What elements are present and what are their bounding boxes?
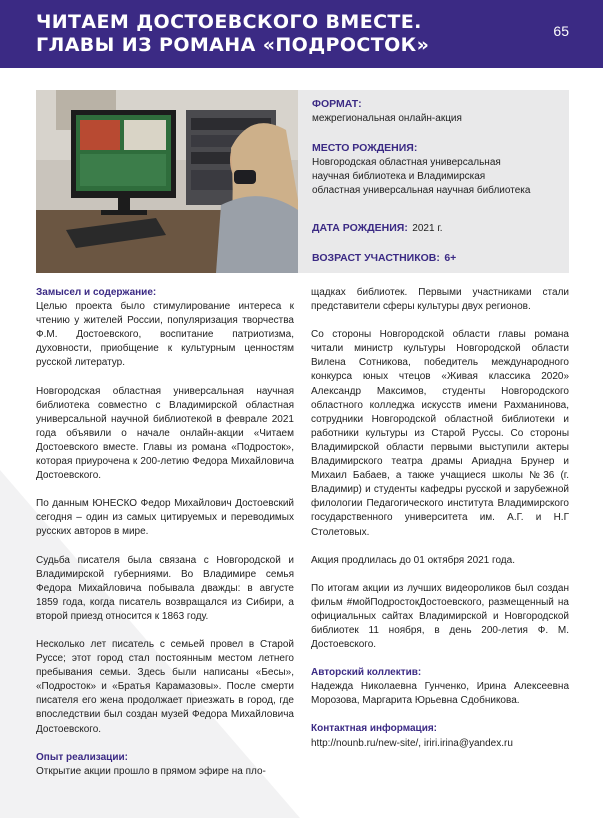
right-paragraph-1: щадках библиотек. Первыми участниками стали представители сферы культуры двух регионов. (311, 287, 569, 313)
left-column (36, 286, 294, 793)
age-label: ВОЗРАСТ УЧАСТНИКОВ: (312, 252, 440, 264)
left-paragraph-1: Целью проекта было стимулирование интереса к чтению у жителей России, популяризация творчества Ф.М. Достоевского, воспитание патриотизма, духовности, приобщение к культурным ценностям русской литератур. (36, 301, 294, 369)
left-paragraph-3: По данным ЮНЕСКО Федор Михайлович Достоевский сегодня – один из самых цитируемых и переводимых русских авторов в мире. (36, 498, 294, 538)
project-info-box (298, 90, 569, 273)
concept-heading: Замысел и содержание: (36, 287, 157, 298)
birthplace-line-2: научная библиотека и Владимирская (312, 171, 486, 182)
contacts-text: http://nounb.ru/new-site/, iriri.irina@yandex.ru (311, 737, 513, 749)
birthplace-line-1: Новгородская областная универсальная (312, 157, 501, 168)
birthdate-block (312, 218, 443, 236)
left-paragraph-2: Новгородская областная универсальная научная библиотека совместно с Владимирской областная универсальной научной библиотекой в феврале 2021 года объявили о начале онлайн-акции «Читаем Достоевского вместе. Главы из романа «Подросток», которая приурочена к 200-летию Федора Михайловича Достоевского. (36, 385, 294, 482)
page-title (36, 11, 506, 57)
page-header (0, 0, 603, 68)
right-paragraph-3: Акция продлилась до 01 октября 2021 года. (311, 554, 515, 566)
birthplace-block (312, 142, 530, 198)
birthplace-label: МЕСТО РОЖДЕНИЯ: (312, 142, 418, 154)
right-paragraph-4: По итогам акции из лучших видеороликов был создан фильм #мойПодростокДостоевского, размещенный на официальных сайтах Владимирской и Новгородской библиотек 11 ноября, в день 200-летия Ф. М. Достоевского. (311, 582, 569, 651)
left-paragraph-4: Судьба писателя была связана с Новгородской и Владимирской губерниями. Во Владимире семья Федора Михайловича побывала дважды: в августе 1859 года, когда писатель возвращался из Сибири, а второй приезд относится к 1863 году. (36, 554, 294, 622)
format-label: ФОРМАТ: (312, 98, 362, 110)
contacts-heading: Контактная информация: (311, 723, 438, 735)
birthdate-value: 2021 г. (412, 223, 443, 234)
birthdate-label: ДАТА РОЖДЕНИЯ: (312, 222, 408, 234)
left-paragraph-5: Несколько лет писатель с семьей провел в Старой Руссе; этот город стал постоянным местом летнего пребывания семьи. Здесь были написаны «Бесы», «Подросток» и «Братья Карамазовы». После смерти писателя его жена продолжает приезжать в город, где впоследствии был создан музей Федора Михайловича Достоевского. (36, 638, 294, 735)
age-block (312, 248, 456, 266)
project-photo (36, 90, 298, 273)
right-paragraph-2: Со стороны Новгородской области главы романа читали министр культуры Новгородской области Вилена Сотникова, победитель международного конкурса юных чтецов «Живая классика 2020» Александр Максимов, студенты Новгородского областного колледжа искусств имени Рахманинова, сотрудники Новгородской областной библиотеки и работники культуры из Старой Руссы. Со стороны Владимирской области первыми выступили актеры Владимирского театра драмы Ариадна Брунер и Михаил Бабаев, а также учащиеся школы №36 (г. Владимир) и студенты кафедры русской и зарубежной филологии Педагогического института Владимирского государственного университета им. А.Г. и Н.Г Столетовых. (311, 329, 569, 538)
authors-text: Надежда Николаевна Гунченко, Ирина Алексеевна Морозова, Маргарита Юрьевна Сдобникова. (311, 681, 569, 707)
implementation-heading: Опыт реализации: (36, 751, 128, 763)
right-column (311, 286, 569, 765)
format-value: межрегиональная онлайн-акция (312, 113, 462, 124)
page-title-line-2: ГЛАВЫ ИЗ РОМАНА «ПОДРОСТОК» (36, 34, 430, 56)
format-block (312, 98, 462, 126)
page-number: 65 (553, 23, 569, 39)
left-paragraph-6: Открытие акции прошло в прямом эфире на пло- (36, 765, 266, 777)
page-title-line-1: ЧИТАЕМ ДОСТОЕВСКОГО ВМЕСТЕ. (36, 11, 422, 33)
authors-heading: Авторский коллектив: (311, 667, 422, 679)
birthplace-line-3: областная универсальная научная библиотека (312, 185, 531, 196)
age-value: 6+ (444, 252, 457, 264)
